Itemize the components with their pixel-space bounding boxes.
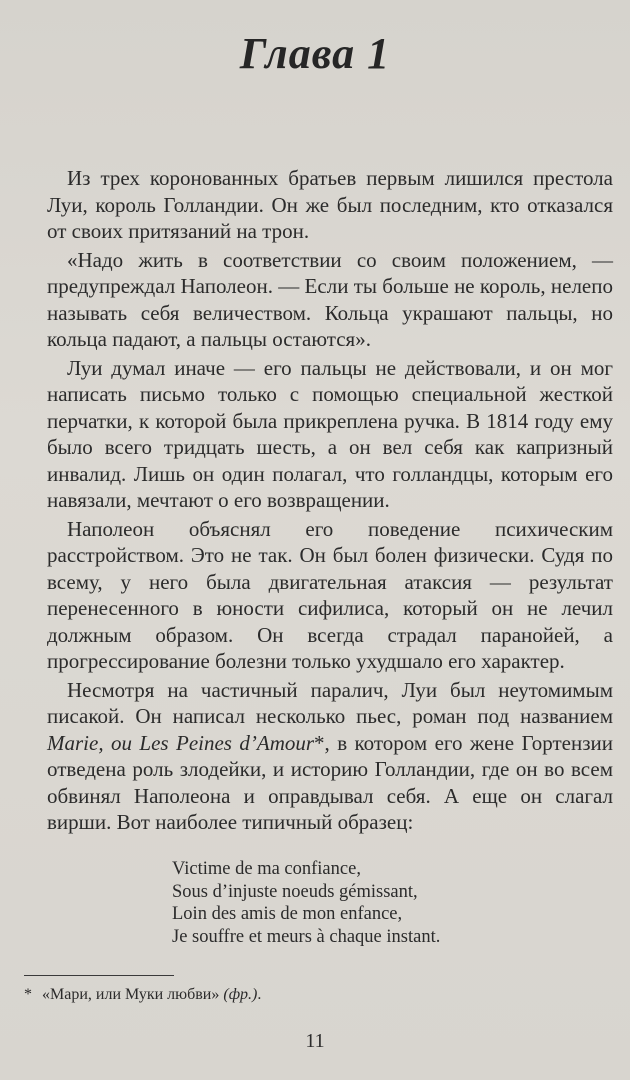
footnote-language: (фр.)	[223, 986, 258, 1003]
body-text	[47, 165, 613, 836]
poem-line: Victime de ma confiance,	[172, 859, 361, 879]
poem-line: Sous d’injuste noeuds gémissant,	[172, 881, 418, 902]
chapter-title: Глава 1	[239, 29, 391, 78]
footnote-text: «Мари, или Муки любви»	[42, 986, 224, 1003]
poem	[172, 858, 440, 948]
footnote-end: .	[257, 986, 262, 1003]
footnote-divider	[24, 975, 174, 976]
page-number: 11	[305, 1030, 325, 1052]
paragraph-text: , в котором его жене Гортензии отведена роль злодейки, и историю Голландии, где он во всем обвинял Наполеона и оправдывал себя. А еще он слагал вирши. Вот наиболее типичный образец:	[47, 730, 613, 834]
footnote	[24, 985, 261, 1005]
paragraph: Из трех коронованных братьев первым лишился престола Луи, король Голландии. Он же был последним, кто отказался от своих притязаний на трон.	[47, 166, 613, 243]
footnote-reference: *	[314, 730, 325, 755]
paragraph: «Надо жить в соответствии со своим положением, — предупреждал Наполеон. — Если ты больше не король, нелепо называть себя величеством. Кольца украшают пальцы, но кольца падают, а пальцы остаются».	[47, 247, 613, 351]
paragraph: Наполеон объяснял его поведение психическим расстройством. Это не так. Он был болен физически. Судя по всему, у него была двигательная атаксия — результат перенесенного в юности сифилиса, который он не лечил должным образом. Он всегда страдал паранойей, а прогрессирование болезни только ухудшало его характер.	[47, 516, 613, 673]
paragraph: Луи думал иначе — его пальцы не действовали, и он мог написать письмо только с помощью специальной жесткой перчатки, к которой была прикреплена ручка. В 1814 году ему было всего тридцать шесть, а он вел себя как капризный инвалид. Лишь он один полагал, что голландцы, которым его навязали, мечтают о его возвращении.	[47, 355, 613, 512]
book-title: Marie, ou Les Peines d’Amour	[47, 730, 315, 755]
poem-line: Loin des amis de mon enfance,	[172, 904, 403, 924]
footnote-marker: *	[24, 986, 32, 1003]
paragraph-text: Несмотря на частичный паралич, Луи был неутомимым писакой. Он написал несколько пьес, роман под названием	[47, 677, 613, 728]
paragraph-with-book-title	[47, 677, 613, 836]
poem-line: Je souffre et meurs à chaque instant.	[172, 926, 441, 947]
